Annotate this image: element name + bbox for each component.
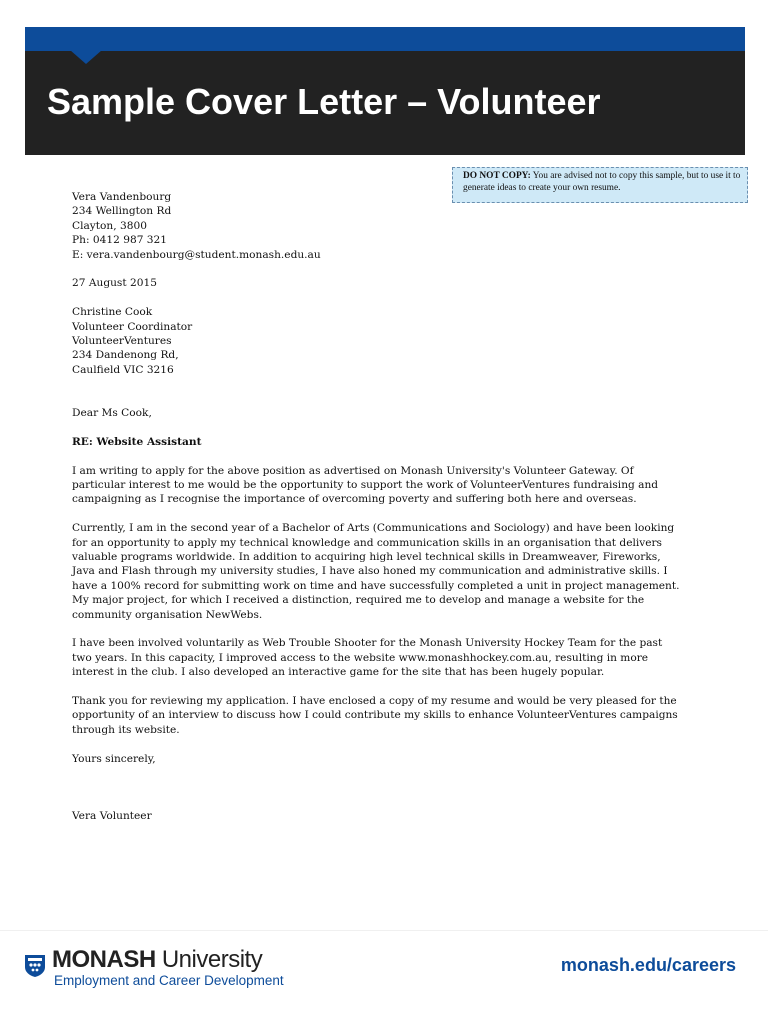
recipient-street: 234 Dandenong Rd,	[72, 349, 179, 362]
signature-name: Vera Volunteer	[72, 810, 152, 823]
paragraph-line: for an opportunity to apply my technical knowledge and communication skills in an organisation that delivers	[72, 536, 662, 549]
paragraph-line: opportunity of an interview to discuss how I could contribute my skills to enhance VolunteerVentures campaigns	[72, 709, 678, 722]
paragraph-line: My major project, for which I received a distinction, required me to develop and manage a website for the	[72, 594, 645, 607]
recipient-suburb: Caulfield VIC 3216	[72, 363, 174, 376]
recipient-title: Volunteer Coordinator	[72, 320, 193, 333]
paragraph-2	[72, 521, 728, 622]
paragraph-line: interest in the club. I also developed an interactive game for the site that has been hugely popular.	[72, 666, 605, 679]
sender-street: 234 Wellington Rd	[72, 205, 172, 218]
sender-phone: Ph: 0412 987 321	[72, 234, 168, 247]
paragraph-line: Currently, I am in the second year of a Bachelor of Arts (Communications and Sociology) and have been looking	[72, 522, 675, 535]
paragraph-line: community organisation NewWebs.	[72, 608, 263, 621]
salutation: Dear Ms Cook,	[72, 407, 152, 420]
paragraph-line: valuable programs worldwide. In addition to acquiring high level technical skills in Dreamweaver, Fireworks,	[72, 551, 661, 564]
paragraph-line: have a 100% record for submitting work on time and have successfully completed a unit in project management.	[72, 579, 680, 592]
paragraph-line: Java and Flash through my university studies, I have also honed my communication and administrative skills. I	[72, 565, 668, 578]
letter-date: 27 August 2015	[72, 277, 157, 290]
brand-light: University	[155, 946, 263, 973]
notice-text: You are advised not to copy this sample, but to use it to generate ideas to create your own resume.	[463, 171, 741, 193]
paragraph-1	[72, 464, 728, 507]
monash-university-logo	[52, 946, 262, 974]
paragraph-line: I am writing to apply for the above position as advertised on Monash University's Volunteer Gateway. Of	[72, 464, 634, 477]
sender-suburb: Clayton, 3800	[72, 219, 147, 232]
paragraph-line: I have been involved voluntarily as Web Trouble Shooter for the Monash University Hockey Team for the past	[72, 637, 663, 650]
sender-email: E: vera.vandenbourg@student.monash.edu.au	[72, 248, 321, 261]
header-accent-stripe	[25, 27, 745, 51]
closing: Yours sincerely,	[72, 752, 156, 765]
department-name: Employment and Career Development	[54, 973, 284, 988]
paragraph-3	[72, 636, 728, 679]
paragraph-line: through its website.	[72, 723, 180, 736]
sender-address	[72, 190, 728, 262]
subject-line: RE: Website Assistant	[72, 435, 202, 448]
notice-label: DO NOT COPY:	[463, 171, 531, 181]
page-title: Sample Cover Letter – Volunteer	[47, 81, 601, 122]
recipient-address	[72, 305, 728, 377]
letter-body	[72, 190, 728, 824]
recipient-organisation: VolunteerVentures	[72, 335, 172, 348]
paragraph-line: campaigning as I recognise the importance of overcoming poverty and suffering both here and overseas.	[72, 493, 637, 506]
careers-url-link[interactable]: monash.edu/careers	[560, 955, 736, 975]
paragraph-line: two years. In this capacity, I improved access to the website www.monashhockey.com.au, resulting in more	[72, 651, 649, 664]
paragraph-line: Thank you for reviewing my application. I have enclosed a copy of my resume and would be very pleased for the	[72, 695, 677, 708]
paragraph-line: particular interest to me would be the opportunity to support the work of VolunteerVentures fundraising and	[72, 479, 659, 492]
sender-name: Vera Vandenbourg	[72, 191, 172, 203]
paragraph-4	[72, 694, 728, 737]
brand-bold: MONASH	[52, 946, 156, 973]
recipient-name: Christine Cook	[72, 306, 153, 319]
header-notch	[70, 50, 102, 64]
monash-crest-icon	[24, 954, 46, 978]
